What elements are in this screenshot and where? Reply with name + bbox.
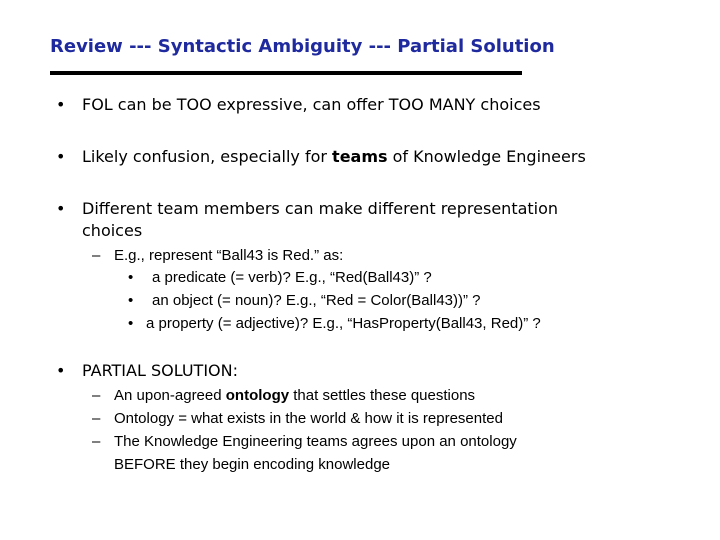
slide-title: Review --- Syntactic Ambiguity --- Partial Solution: [50, 36, 555, 57]
bullet-text: PARTIAL SOLUTION:: [82, 361, 238, 380]
bullet-marker: •: [56, 361, 66, 380]
sub-text-line1: The Knowledge Engineering teams agrees upon an ontology: [114, 433, 517, 450]
subsub-marker: •: [128, 292, 134, 309]
bullet-marker: •: [56, 95, 66, 114]
bullet-marker: •: [56, 147, 66, 166]
bullet-text: FOL can be TOO expressive, can offer TOO MANY choices: [82, 95, 541, 114]
sub-dash: –: [92, 387, 101, 404]
bullet-text-line2: choices: [82, 221, 143, 240]
bullet-text-bold: teams: [332, 147, 388, 166]
sub-dash: –: [92, 433, 101, 450]
subsub-marker: •: [128, 315, 134, 332]
subsub-marker: •: [128, 269, 134, 286]
bullet-text: [82, 198, 682, 242]
sub-text-line2: BEFORE they begin encoding knowledge: [114, 456, 391, 473]
sub-text: [114, 384, 475, 407]
bullet-marker: •: [56, 199, 66, 218]
sub-text: Ontology = what exists in the world & how it is represented: [114, 410, 503, 427]
sub-text-bold: ontology: [225, 387, 290, 404]
sub-dash: –: [92, 247, 101, 264]
sub-text-pre: An upon-agreed: [114, 387, 226, 404]
bullet-text: [82, 146, 682, 168]
sub-text-post: that settles these questions: [289, 387, 476, 404]
bullet-text-line1: Different team members can make different representation: [82, 199, 559, 218]
title-underline: [50, 71, 522, 75]
sub-text: [114, 430, 517, 476]
sub-text: E.g., represent “Ball43 is Red.” as:: [114, 247, 344, 264]
sub-dash: –: [92, 410, 101, 427]
subsub-text: a property (= adjective)? E.g., “HasProperty(Ball43, Red)” ?: [146, 315, 541, 332]
subsub-text: a predicate (= verb)? E.g., “Red(Ball43)” ?: [152, 269, 432, 286]
bullet-text-pre: Likely confusion, especially for: [82, 147, 333, 166]
subsub-text: an object (= noun)? E.g., “Red = Color(Ball43))” ?: [152, 292, 481, 309]
bullet-text-post: of Knowledge Engineers: [387, 147, 586, 166]
